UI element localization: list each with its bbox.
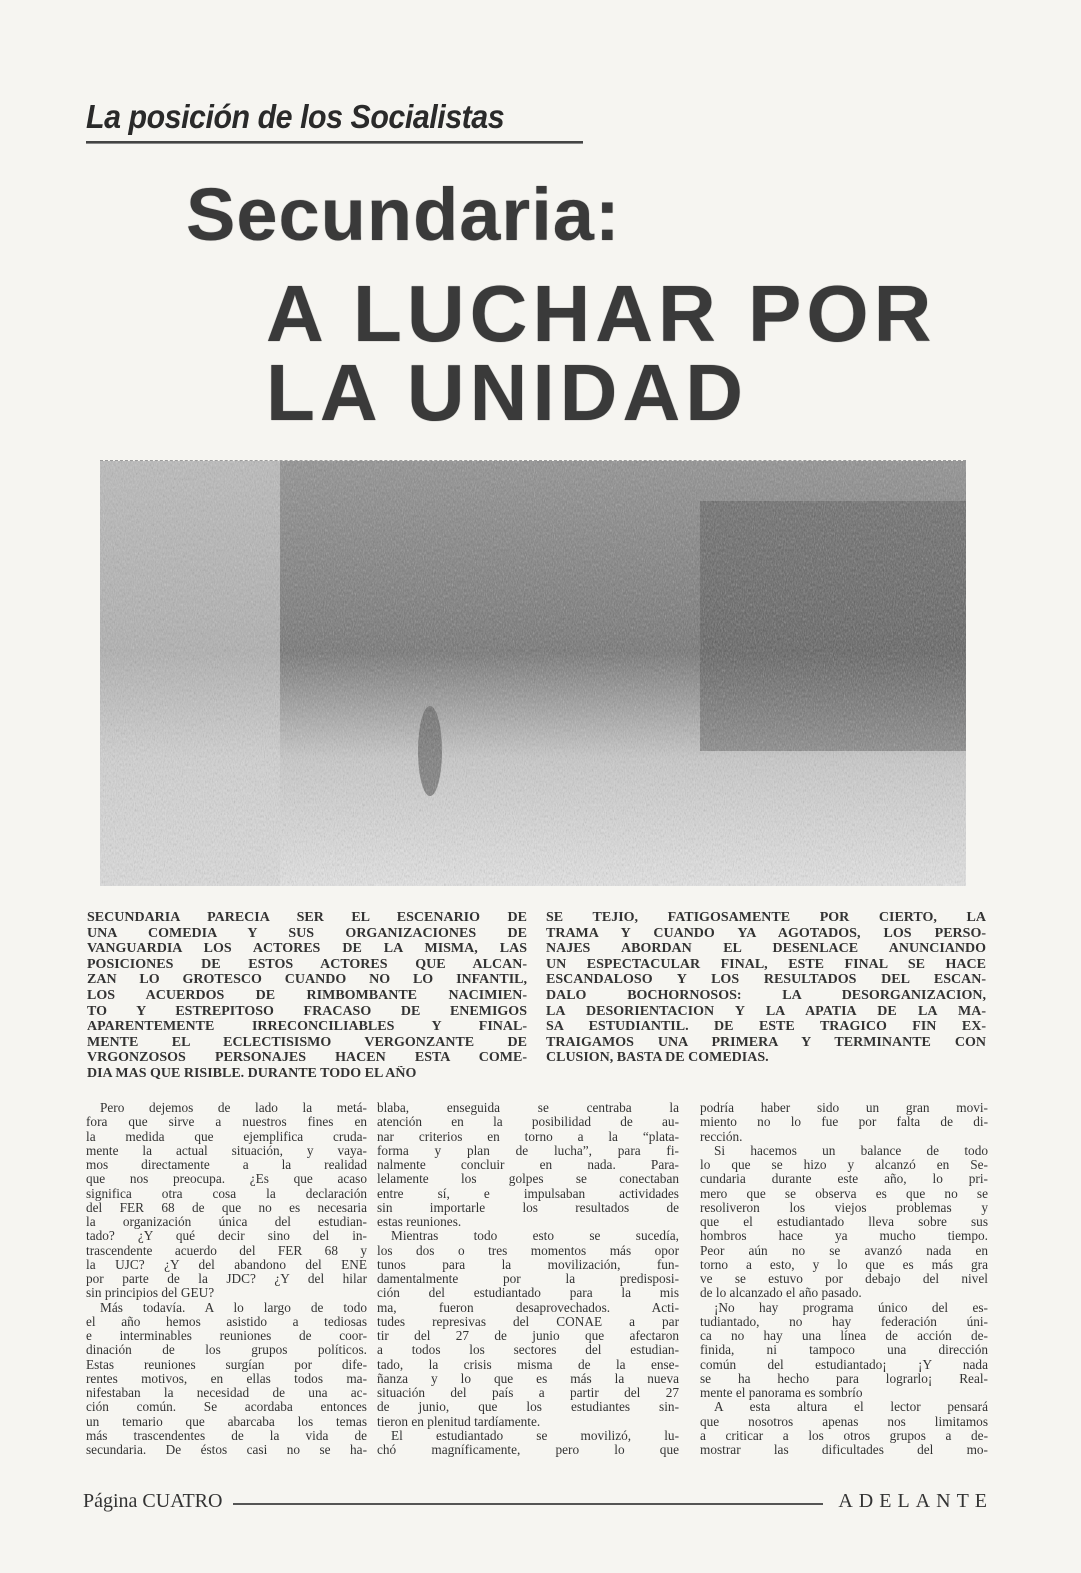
- lead-line: DIA MAS QUE RISIBLE. DURANTE TODO EL AÑO: [87, 1065, 417, 1081]
- body-line: Más todavía. A lo largo de todo: [100, 1300, 367, 1315]
- body-line: significa otra cosa la declaración: [86, 1186, 367, 1201]
- lead-line: VRGONZOSOS PERSONAJES HACEN ESTA COME-: [87, 1050, 527, 1066]
- lead-line: TRAMA Y CUANDO YA AGOTADOS, LOS PERSO-: [546, 925, 986, 941]
- body-line: A esta altura el lector pensará: [714, 1400, 988, 1415]
- news-photo: [100, 460, 966, 886]
- body-line: nar criterios en torno a la “plata-: [377, 1129, 679, 1144]
- body-line: de lo alcanzado el año pasado.: [700, 1286, 862, 1301]
- body-line: que nos preocupa. ¿Es que acaso: [86, 1172, 367, 1187]
- lead-line: UN ESPECTACULAR FINAL, ESTE FINAL SE HACE: [546, 956, 986, 972]
- body-line: mero que se observa es que no se: [700, 1186, 988, 1201]
- body-paragraph: [700, 1400, 988, 1457]
- body-line: trascendente acuerdo del FER 68 y: [86, 1243, 367, 1258]
- page-footer: [83, 1490, 993, 1516]
- body-line: la UJC? ¿Y del abandono del ENE: [86, 1257, 367, 1272]
- body-line: estas reuniones.: [377, 1215, 462, 1229]
- body-paragraph: [86, 1301, 367, 1458]
- body-line: chó magníficamente, pero lo que: [377, 1443, 679, 1457]
- body-line: Estas reuniones surgían por dife-: [86, 1357, 367, 1372]
- body-column-3: [700, 1101, 988, 1457]
- body-paragraph: [377, 1429, 679, 1458]
- body-line: que el estudiantado lleva sobre sus: [700, 1215, 988, 1229]
- body-line: hombros hace ya mucho tiempo.: [700, 1229, 988, 1244]
- headline-line-1: Secundaria:: [186, 173, 621, 256]
- body-line: Pero dejemos de lado la metá-: [100, 1101, 367, 1115]
- lead-line: TO Y ESTREPITOSO FRACASO DE ENEMIGOS: [87, 1003, 527, 1019]
- body-line: mente la actual situación, y vaya-: [86, 1143, 367, 1158]
- body-line: mente el panorama es sombrío: [700, 1386, 863, 1400]
- body-line: la organización única del estudian-: [86, 1215, 367, 1229]
- body-line: damentalmente por la predisposi-: [377, 1272, 679, 1286]
- lead-line: VANGUARDIA LOS ACTORES DE LA MISMA, LAS: [87, 941, 527, 957]
- page-number-label: Página CUATRO: [83, 1490, 223, 1512]
- body-line: ción del estudiantado para la mis: [377, 1286, 679, 1301]
- body-line: secundaria. De éstos casi no se ha-: [86, 1443, 367, 1457]
- body-line: ma, fueron desaprovechados. Acti-: [377, 1300, 679, 1315]
- body-line: nalmente concluir en nada. Para-: [377, 1158, 679, 1172]
- lead-line: CLUSION, BASTA DE COMEDIAS.: [546, 1050, 769, 1066]
- body-line: forma y plan de lucha”, para fi-: [377, 1143, 679, 1158]
- body-line: dinación de los grupos políticos.: [86, 1343, 367, 1358]
- body-line: a todos los sectores del estudian-: [377, 1343, 679, 1358]
- body-line: un temario que abarcaba los temas: [86, 1414, 367, 1429]
- body-line: blaba, enseguida se centraba la: [377, 1101, 679, 1115]
- body-line: tunos para la movilización, fun-: [377, 1257, 679, 1272]
- body-line: Peor aún no se avanzó nada en: [700, 1243, 988, 1258]
- lead-line: TRAIGAMOS UNA PRIMERA Y TERMINANTE CON: [546, 1034, 986, 1050]
- section-kicker: La posición de los Socialistas: [86, 98, 505, 135]
- body-line: finida, ni tampoco una dirección: [700, 1343, 988, 1358]
- body-line: tudes represivas del CONAE a par: [377, 1314, 679, 1329]
- body-line: miento no lo fue por falta de di-: [700, 1115, 988, 1130]
- body-line: lelamente los golpes se conectaban: [377, 1172, 679, 1187]
- body-column-2: [377, 1101, 679, 1457]
- body-line: Si hacemos un balance de todo: [714, 1143, 988, 1158]
- lead-line: LA DESORIENTACION Y LA APATIA DE LA MA-: [546, 1003, 986, 1019]
- body-paragraph: [377, 1229, 679, 1429]
- publication-name: ADELANTE: [838, 1490, 993, 1512]
- lead-paragraph-right: [546, 910, 986, 1066]
- body-line: tado? ¿Y qué decir sino del in-: [86, 1229, 367, 1244]
- body-line: del FER 68 de que no es necesaria: [86, 1200, 367, 1215]
- lead-line: MENTE EL ECLECTISISMO VERGONZANTE DE: [87, 1034, 527, 1050]
- body-line: los dos o tres momentos más opor: [377, 1243, 679, 1258]
- lead-line: NAJES ABORDAN EL DESENLACE ANUNCIANDO: [546, 941, 986, 957]
- body-paragraph: [700, 1301, 988, 1401]
- kicker-underline: [86, 141, 583, 144]
- body-line: por parte de la JDC? ¿Y del hilar: [86, 1272, 367, 1286]
- body-line: entre sí, e impulsaban actividades: [377, 1186, 679, 1201]
- lead-line: UNA COMEDIA Y SUS ORGANIZACIONES DE: [87, 925, 527, 941]
- body-paragraph: [700, 1144, 988, 1301]
- body-line: e interminables reuniones de coor-: [86, 1329, 367, 1343]
- lead-line: SE TEJIO, FATIGOSAMENTE POR CIERTO, LA: [546, 910, 986, 925]
- body-line: ¡No hay programa único del es-: [714, 1300, 988, 1315]
- lead-line: ZAN LO GROTESCO CUANDO NO LO INFANTIL,: [87, 972, 527, 988]
- body-line: de junio, que los estudiantes sin-: [377, 1400, 679, 1415]
- body-line: mos directamente a la realidad: [86, 1158, 367, 1172]
- body-line: tieron en plenitud tardíamente.: [377, 1414, 541, 1429]
- body-line: ción común. Se acordaba entonces: [86, 1400, 367, 1415]
- body-line: rección.: [700, 1129, 743, 1144]
- body-line: podría haber sido un gran movi-: [700, 1101, 988, 1115]
- body-line: tir del 27 de junio que afectaron: [377, 1329, 679, 1343]
- lead-line: DALO BOCHORNOSOS: LA DESORGANIZACION,: [546, 987, 986, 1003]
- body-paragraph: [377, 1101, 679, 1229]
- lead-line: POSICIONES DE ESTOS ACTORES QUE ALCAN-: [87, 956, 527, 972]
- body-line: ñanza y lo que es más la nueva: [377, 1371, 679, 1386]
- headline-line-2: A LUCHAR POR: [266, 269, 937, 358]
- body-line: tado, la crisis misma de la ense-: [377, 1357, 679, 1372]
- body-line: a criticar a los otros grupos a de-: [700, 1428, 988, 1443]
- body-line: que nosotros apenas nos limitamos: [700, 1414, 988, 1429]
- body-line: nifestaban la necesidad de una ac-: [86, 1386, 367, 1400]
- body-line: torno a esto, y lo que es más gra: [700, 1257, 988, 1272]
- body-paragraph: [86, 1101, 367, 1301]
- body-line: tudiantado, no hay federación úni-: [700, 1314, 988, 1329]
- lead-line: SA ESTUDIANTIL. DE ESTE TRAGICO FIN EX-: [546, 1019, 986, 1035]
- body-line: El estudiantado se movilizó, lu-: [391, 1428, 679, 1443]
- lead-paragraph-left: [87, 910, 527, 1082]
- body-line: rentes motivos, en ellas todos ma-: [86, 1371, 367, 1386]
- body-line: resoliveron los viejos problemas y: [700, 1200, 988, 1215]
- body-line: mostrar las dificultades del mo-: [700, 1443, 988, 1457]
- lead-line: SECUNDARIA PARECIA SER EL ESCENARIO DE: [87, 910, 527, 925]
- body-line: se ha hecho para lograrlo¡ Real-: [700, 1371, 988, 1386]
- body-line: sin importarle los resultados de: [377, 1200, 679, 1215]
- body-line: la medida que ejemplifica cruda-: [86, 1129, 367, 1144]
- body-line: el año hemos asistido a tediosas: [86, 1314, 367, 1329]
- footer-rule: [233, 1503, 823, 1505]
- body-line: sin principios del GEU?: [86, 1286, 215, 1301]
- body-line: lo que se hizo y alcanzó en Se-: [700, 1158, 988, 1172]
- body-paragraph: [700, 1101, 988, 1144]
- lead-line: LOS ACUERDOS DE RIMBOMBANTE NACIMIEN-: [87, 987, 527, 1003]
- body-column-1: [86, 1101, 367, 1457]
- body-line: ca no hay una línea de acción de-: [700, 1329, 988, 1343]
- body-line: Mientras todo esto se sucedía,: [391, 1229, 679, 1244]
- lead-line: APARENTEMENTE IRRECONCILIABLES Y FINAL-: [87, 1019, 527, 1035]
- body-line: atención en la posibilidad de au-: [377, 1115, 679, 1130]
- body-line: más trascendentes de la vida de: [86, 1428, 367, 1443]
- body-line: común del estudiantado¡ ¡Y nada: [700, 1357, 988, 1372]
- body-line: situación del país a partir del 27: [377, 1386, 679, 1400]
- body-line: cundaria durante este año, lo pri-: [700, 1172, 988, 1187]
- lead-line: ESCANDALOSO Y LOS RESULTADOS DEL ESCAN-: [546, 972, 986, 988]
- body-line: fora que sirve a nuestros fines en: [86, 1115, 367, 1130]
- headline-line-3: LA UNIDAD: [266, 348, 748, 437]
- body-line: ve se estuvo por debajo del nivel: [700, 1272, 988, 1286]
